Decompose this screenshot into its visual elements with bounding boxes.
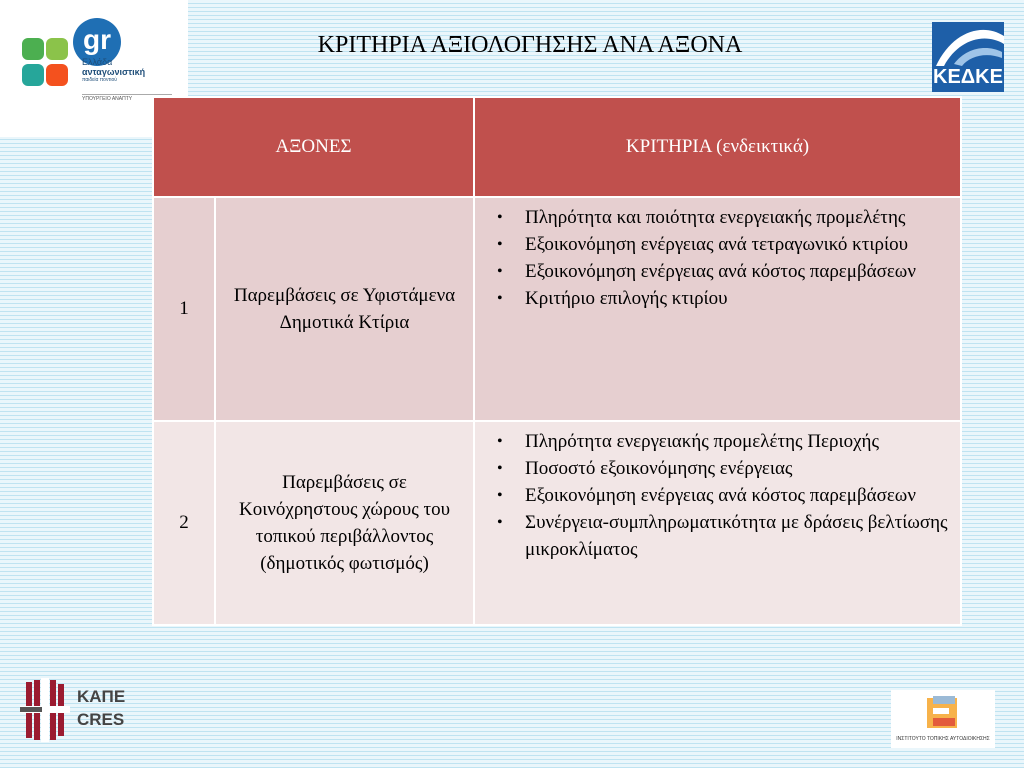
row-number: 2 <box>153 421 215 625</box>
gr-line2: ανταγωνιστική <box>82 67 146 77</box>
criteria-table <box>152 96 962 626</box>
ita-logo <box>891 690 995 748</box>
kape-cres-logo <box>20 674 130 746</box>
criteria-item: • Πληρότητα ενεργειακής προμελέτης Περιοχής <box>525 428 950 455</box>
header-axes: ΑΞΟΝΕΣ <box>153 97 474 197</box>
kedke-logo <box>932 22 1004 92</box>
green-tile <box>22 38 44 60</box>
orange-tile <box>46 64 68 86</box>
criteria-item: • Εξοικονόμηση ενέργειας ανά κόστος παρεμβάσεων <box>525 258 950 285</box>
criteria-list <box>485 428 950 563</box>
criteria-item: • Πληρότητα και ποιότητα ενεργειακής προμελέτης <box>525 204 950 231</box>
ita-emblem-icon <box>923 694 963 732</box>
ita-text: ΙΝΣΤΙΤΟΥΤΟ ΤΟΠΙΚΗΣ ΑΥΤΟΔΙΟΙΚΗΣΗΣ <box>896 736 990 742</box>
gr-badge: gr <box>73 18 121 66</box>
criteria-item: • Κριτήριο επιλογής κτιρίου <box>525 285 950 312</box>
criteria-item: • Εξοικονόμηση ενέργειας ανά κόστος παρεμβάσεων <box>525 482 950 509</box>
page-title: ΚΡΙΤΗΡΙΑ ΑΞΙΟΛΟΓΗΣΗΣ ΑΝΑ ΑΞΟΝΑ <box>317 32 743 58</box>
gr-logo-mark <box>20 14 180 104</box>
criteria-item: • Ποσοστό εξοικονόμησης ενέργειας <box>525 455 950 482</box>
lightgreen-tile <box>46 38 68 60</box>
teal-tile <box>22 64 44 86</box>
gr-line4: ΥΠΟΥΡΓΕΙΟ ΑΝΑΠΤΥ <box>82 94 172 102</box>
criteria-list <box>485 204 950 312</box>
criteria-item: • Εξοικονόμηση ενέργειας ανά τετραγωνικό κτιρίου <box>525 231 950 258</box>
row-axis: Παρεμβάσεις σε Κοινόχρηστους χώρους του τοπικού περιβάλλοντος (δημοτικός φωτισμός) <box>215 421 474 625</box>
row-number: 1 <box>153 197 215 421</box>
kape-emblem-icon <box>20 678 70 742</box>
row-criteria <box>474 421 961 625</box>
header-criteria: ΚΡΙΤΗΡΙΑ (ενδεικτικά) <box>474 97 961 197</box>
kedke-box <box>932 22 1004 92</box>
row-criteria <box>474 197 961 421</box>
kape-text: ΚΑΠΕ <box>77 687 126 706</box>
cres-text: CRES <box>77 710 125 729</box>
row-axis: Παρεμβάσεις σε Υφιστάμενα Δημοτικά Κτίρια <box>215 197 474 421</box>
gr-line3: παιδεία ποντιού <box>82 77 118 83</box>
table-row <box>153 197 961 421</box>
gr-line1: Ελλάδα <box>82 57 113 67</box>
table-row <box>153 421 961 625</box>
criteria-item: • Συνέργεια-συμπληρωματικότητα με δράσεις βελτίωσης μικροκλίματος <box>525 509 950 563</box>
table-header-row <box>153 97 961 197</box>
kedke-text: ΚΕΔΚΕ <box>933 66 1003 88</box>
